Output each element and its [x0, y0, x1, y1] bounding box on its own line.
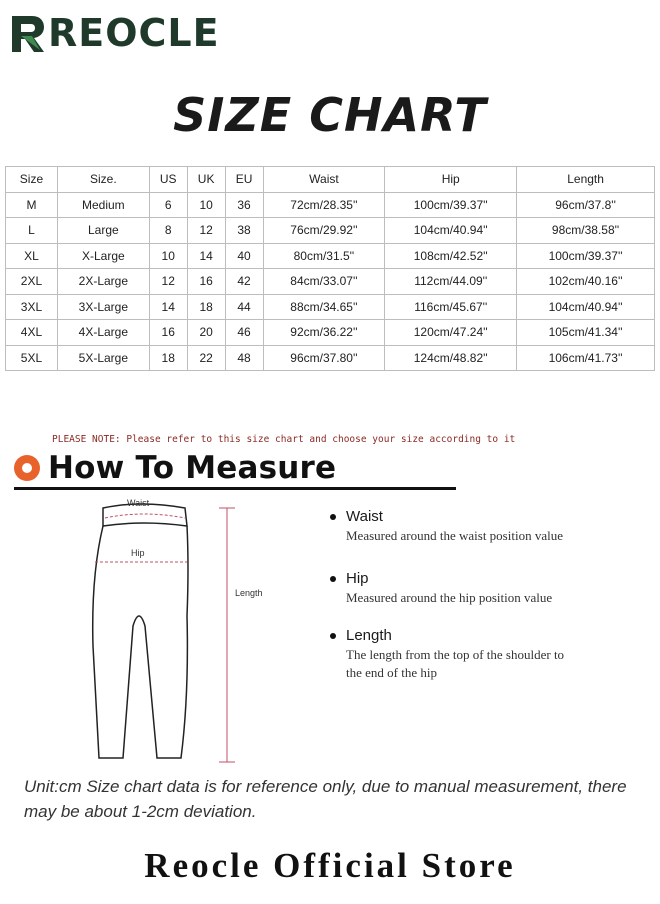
bullet-heading: Length	[346, 627, 392, 644]
table-cell: 84cm/33.07''	[263, 269, 385, 295]
table-cell: 92cm/36.22''	[263, 320, 385, 346]
diagram-length-label: Length	[235, 588, 263, 598]
table-cell: 12	[187, 218, 225, 244]
table-cell: 116cm/45.67''	[385, 294, 517, 320]
table-cell: Large	[57, 218, 149, 244]
table-cell: 104cm/40.94''	[385, 218, 517, 244]
bullet-dot-icon	[330, 633, 336, 639]
table-cell: 2X-Large	[57, 269, 149, 295]
table-cell: 44	[225, 294, 263, 320]
table-cell: 3XL	[6, 294, 58, 320]
bullet-description: The length from the top of the shoulder to	[346, 647, 565, 662]
table-cell: 20	[187, 320, 225, 346]
table-cell: 48	[225, 345, 263, 371]
table-cell: 10	[187, 192, 225, 218]
table-row	[6, 192, 655, 218]
table-cell: 76cm/29.92''	[263, 218, 385, 244]
table-cell: 80cm/31.5''	[263, 243, 385, 269]
table-cell: 124cm/48.82''	[385, 345, 517, 371]
bullet-waist	[330, 508, 563, 545]
table-cell: 112cm/44.09''	[385, 269, 517, 295]
table-cell: 120cm/47.24''	[385, 320, 517, 346]
table-cell: Medium	[57, 192, 149, 218]
diagram-hip-label: Hip	[131, 548, 145, 558]
table-cell: 18	[149, 345, 187, 371]
table-cell: 38	[225, 218, 263, 244]
column-header: Hip	[385, 167, 517, 193]
table-cell: 8	[149, 218, 187, 244]
brand-logo	[10, 12, 220, 54]
orange-circle-icon	[14, 455, 40, 481]
table-row	[6, 345, 655, 371]
table-body	[6, 192, 655, 371]
table-cell: 105cm/41.34''	[517, 320, 655, 346]
table-cell: M	[6, 192, 58, 218]
unit-disclaimer: Unit:cm Size chart data is for reference only, due to manual measurement, there may be about 1-2cm deviation.	[24, 777, 627, 821]
table-cell: 100cm/39.37''	[517, 243, 655, 269]
column-header: Size	[6, 167, 58, 193]
table-cell: X-Large	[57, 243, 149, 269]
table-cell: 102cm/40.16''	[517, 269, 655, 295]
column-header: Size.	[57, 167, 149, 193]
table-cell: 98cm/38.58''	[517, 218, 655, 244]
table-header-row	[6, 167, 655, 193]
table-cell: 4XL	[6, 320, 58, 346]
table-cell: 42	[225, 269, 263, 295]
bullet-dot-icon	[330, 514, 336, 520]
brand-name: REOCLE	[48, 11, 220, 55]
bullet-description: the end of the hip	[346, 665, 437, 680]
size-chart-table	[5, 166, 655, 371]
heading-underline	[14, 487, 456, 490]
table-cell: 4X-Large	[57, 320, 149, 346]
bullet-description: Measured around the hip position value	[346, 590, 553, 605]
table-cell: 46	[225, 320, 263, 346]
table-cell: 96cm/37.8''	[517, 192, 655, 218]
table-row	[6, 269, 655, 295]
logo-r-mark-icon	[10, 12, 46, 54]
table-cell: 36	[225, 192, 263, 218]
table-cell: 3X-Large	[57, 294, 149, 320]
table-cell: 5X-Large	[57, 345, 149, 371]
table-cell: 106cm/41.73''	[517, 345, 655, 371]
bullet-heading: Waist	[346, 508, 383, 525]
diagram-waist-label: Waist	[127, 498, 150, 508]
table-cell: 18	[187, 294, 225, 320]
bullet-description: Measured around the waist position value	[346, 528, 563, 543]
table-cell: L	[6, 218, 58, 244]
table-cell: 10	[149, 243, 187, 269]
store-name: Reocle Official Store	[144, 846, 516, 885]
bullet-length	[330, 627, 564, 682]
bullet-heading: Hip	[346, 570, 369, 587]
table-cell: 72cm/28.35''	[263, 192, 385, 218]
table-row	[6, 320, 655, 346]
table-row	[6, 218, 655, 244]
column-header: Length	[517, 167, 655, 193]
table-cell: 16	[187, 269, 225, 295]
table-cell: 2XL	[6, 269, 58, 295]
table-cell: 100cm/39.37''	[385, 192, 517, 218]
how-to-measure-heading	[14, 450, 336, 486]
table-cell: 96cm/37.80''	[263, 345, 385, 371]
table-cell: 14	[149, 294, 187, 320]
table-cell: 14	[187, 243, 225, 269]
table-cell: 16	[149, 320, 187, 346]
column-header: Waist	[263, 167, 385, 193]
table-cell: 108cm/42.52''	[385, 243, 517, 269]
table-cell: 6	[149, 192, 187, 218]
how-to-measure-title: How To Measure	[48, 450, 337, 486]
table-cell: 22	[187, 345, 225, 371]
column-header: UK	[187, 167, 225, 193]
bullet-dot-icon	[330, 576, 336, 582]
table-cell: 104cm/40.94''	[517, 294, 655, 320]
table-cell: 88cm/34.65''	[263, 294, 385, 320]
table-cell: 12	[149, 269, 187, 295]
table-cell: 5XL	[6, 345, 58, 371]
column-header: EU	[225, 167, 263, 193]
table-row	[6, 294, 655, 320]
column-header: US	[149, 167, 187, 193]
pants-outline-icon	[85, 496, 285, 771]
size-note: PLEASE NOTE: Please refer to this size chart and choose your size according to it	[52, 434, 516, 445]
pants-diagram	[85, 496, 285, 771]
table-cell: XL	[6, 243, 58, 269]
table-row	[6, 243, 655, 269]
table-cell: 40	[225, 243, 263, 269]
page-title: SIZE CHART	[173, 88, 487, 142]
bullet-hip	[330, 570, 552, 607]
